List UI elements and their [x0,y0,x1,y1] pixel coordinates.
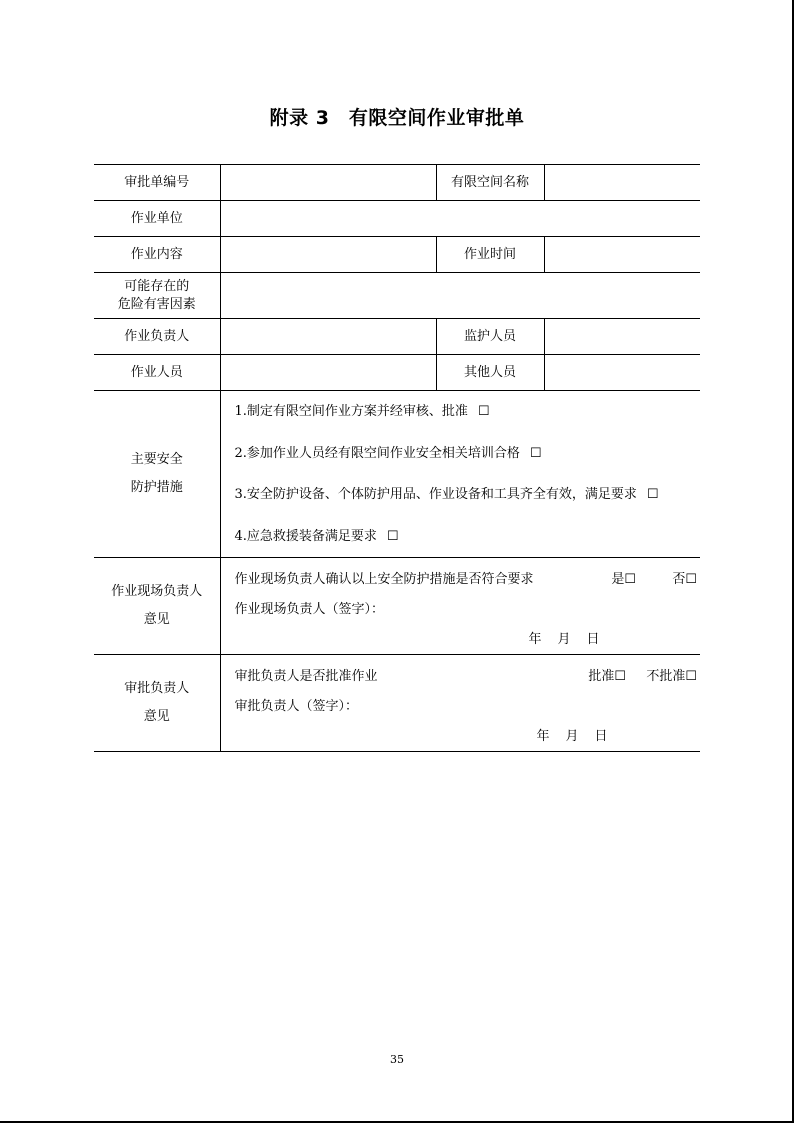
hazards-label [94,273,220,319]
approver-date-year: 年 [536,728,550,744]
measures-label-line2: 防护措施 [130,480,183,495]
site-date-line [235,629,701,651]
row-hazards [94,273,700,319]
work-unit-field[interactable] [220,201,700,237]
row-approval-no [94,165,700,201]
guardian-label: 监护人员 [436,319,544,355]
site-signature-line [235,599,701,621]
site-signature-label: 作业现场负责人（签字）： [234,601,385,617]
measure-checkbox[interactable]: ☐ [386,528,399,544]
others-field[interactable] [544,355,700,391]
hazards-field[interactable] [220,273,700,319]
approver-signature-label: 审批负责人（签字）： [234,698,359,714]
site-confirm-line [235,569,701,591]
measures-label [94,391,220,558]
measure-item: 4.应急救援装备满足要求 ☐ [234,528,399,544]
site-opinion-label [94,558,220,655]
space-name-label: 有限空间名称 [436,165,544,201]
work-time-field[interactable] [544,237,700,273]
approver-question: 审批负责人是否批准作业 [234,668,378,684]
site-options [611,569,697,591]
measure-checkbox[interactable]: ☐ [477,404,490,419]
site-date-month: 月 [557,631,571,647]
row-workers [94,355,700,391]
workers-label: 作业人员 [94,355,220,391]
page-number: 35 [390,1053,404,1066]
person-in-charge-label: 作业负责人 [94,319,220,355]
workers-field[interactable] [220,355,436,391]
site-no-option[interactable]: 否☐ [672,571,697,587]
hazards-label-line2: 危险有害因素 [117,296,196,312]
row-person-in-charge [94,319,700,355]
measure-item: 3.安全防护设备、个体防护用品、作业设备和工具齐全有效，满足要求 ☐ [234,487,659,502]
measure-checkbox[interactable]: ☐ [529,445,542,461]
site-date-year: 年 [528,631,542,647]
work-content-field[interactable] [220,237,436,273]
approval-no-label: 审批单编号 [94,165,220,201]
others-label: 其他人员 [436,355,544,391]
site-confirm-text: 作业现场负责人确认以上安全防护措施是否符合要求 [234,571,534,587]
approver-opinion-label-line1: 审批负责人 [124,681,190,696]
work-content-label: 作业内容 [94,237,220,273]
approver-date [537,726,608,748]
approver-signature-line [235,696,701,718]
site-opinion-label-line2: 意见 [143,612,170,627]
approver-date-day: 日 [594,728,608,744]
approver-date-month: 月 [565,728,579,744]
space-name-field[interactable] [544,165,700,201]
measure-checkbox[interactable]: ☐ [646,487,659,502]
approver-options [588,666,697,688]
hazards-label-line1: 可能存在的 [124,278,190,294]
work-unit-label: 作业单位 [94,201,220,237]
approval-form-table [94,164,700,752]
measure-item: 1.制定有限空间作业方案并经审核、批准 ☐ [234,404,490,419]
work-time-label: 作业时间 [436,237,544,273]
measures-label-line1: 主要安全 [130,452,183,467]
page-title: 附录 3 有限空间作业审批单 [269,107,525,129]
person-in-charge-field[interactable] [220,319,436,355]
approver-date-line [235,726,701,748]
approver-opinion-content [220,655,700,752]
guardian-field[interactable] [544,319,700,355]
site-opinion-label-line1: 作业现场负责人 [111,584,203,599]
approve-option[interactable]: 批准☐ [588,668,627,684]
row-approver-opinion [94,655,700,752]
row-work-unit [94,201,700,237]
approver-opinion-label-line2: 意见 [143,709,170,724]
row-site-opinion [94,558,700,655]
row-work-content [94,237,700,273]
row-measures [94,391,700,558]
approval-no-field[interactable] [220,165,436,201]
reject-option[interactable]: 不批准☐ [646,668,697,684]
measure-item: 2.参加作业人员经有限空间作业安全相关培训合格 ☐ [234,445,542,461]
site-date-day: 日 [586,631,600,647]
approver-opinion-label [94,655,220,752]
site-yes-option[interactable]: 是☐ [611,571,637,587]
site-date [529,629,600,651]
approver-decision-line [235,666,701,688]
site-opinion-content [220,558,700,655]
measures-list [220,391,700,558]
